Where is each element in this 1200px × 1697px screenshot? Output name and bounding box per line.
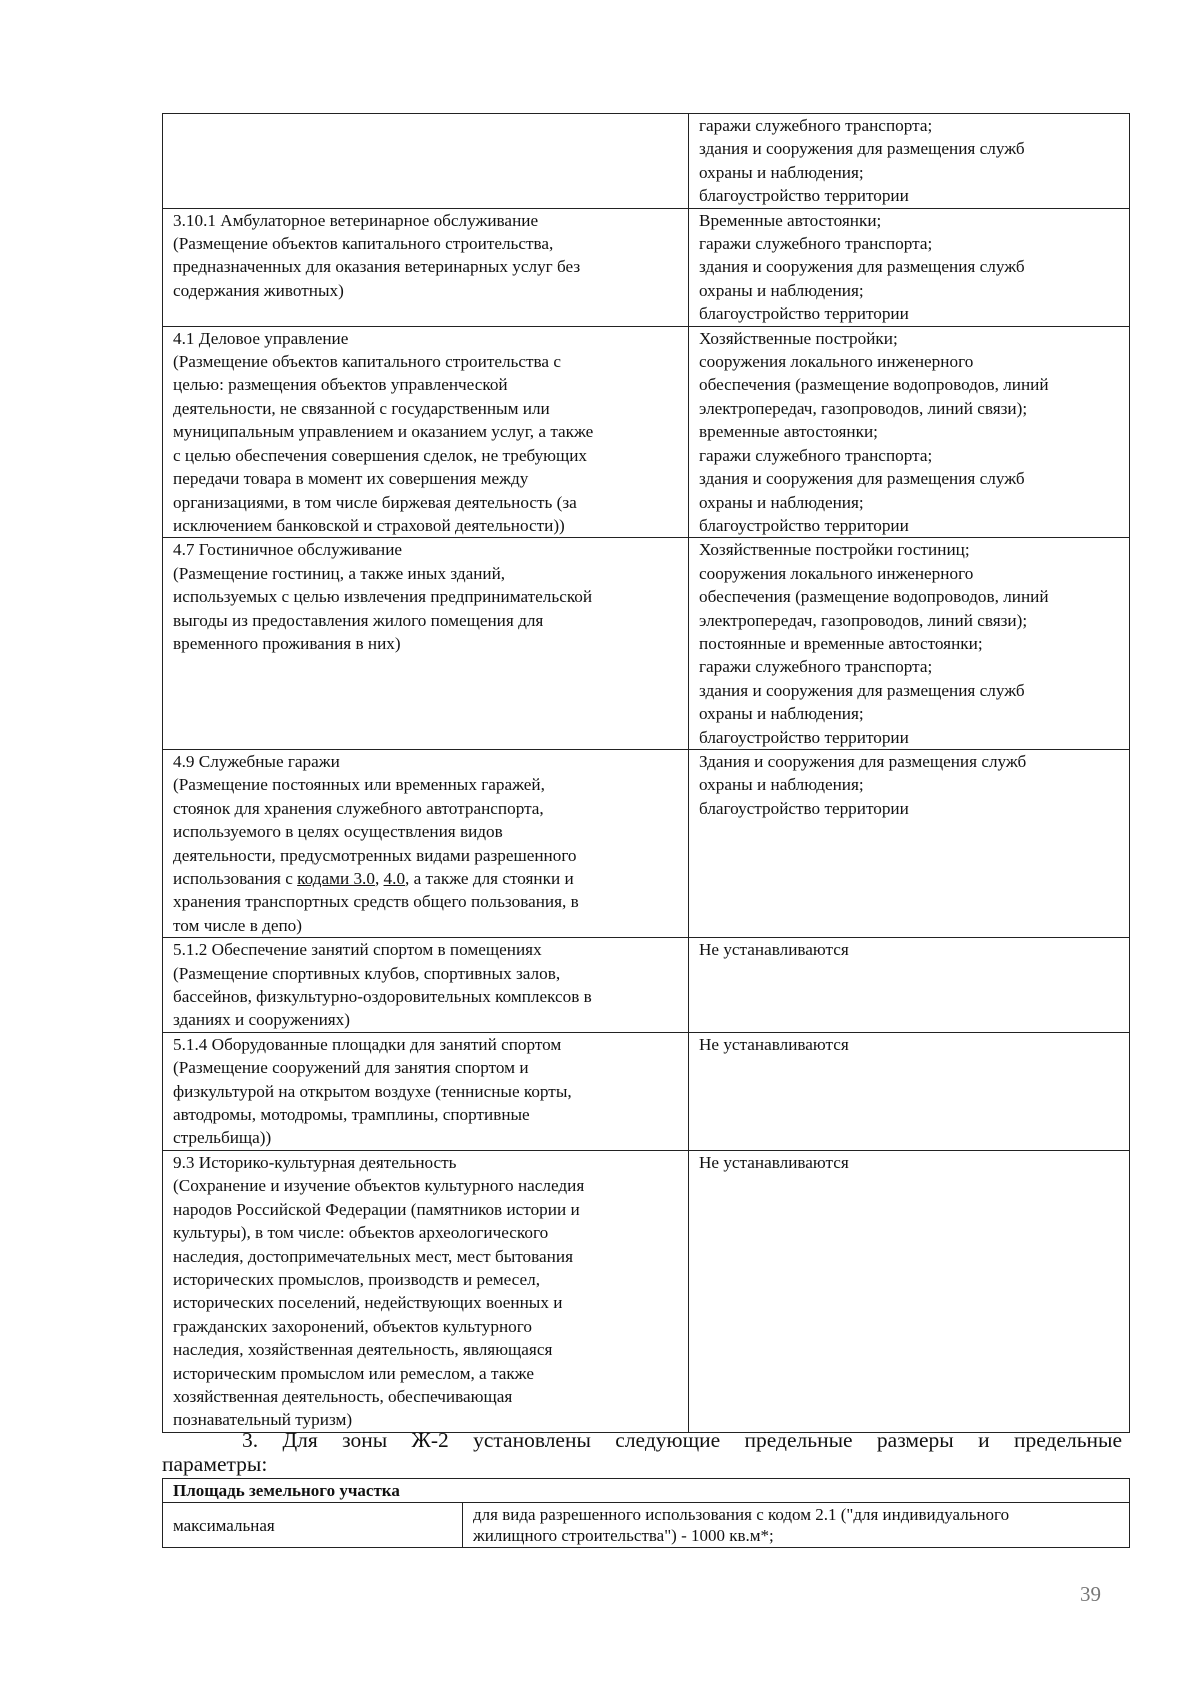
land-plot-parameters-table xyxy=(162,1478,1130,1548)
use-type-line xyxy=(173,867,684,890)
table-row xyxy=(163,1150,1130,1432)
use-type-line: организациями, в том числе биржевая деятельность (за xyxy=(173,492,577,512)
param-label: максимальная xyxy=(163,1503,463,1548)
auxiliary-use-line: Не устанавливаются xyxy=(699,1152,849,1172)
use-type-line: (Размещение сооружений для занятия спортом и xyxy=(173,1058,529,1078)
use-type-line: познавательный туризм) xyxy=(173,1410,353,1430)
use-type-line: используемых с целью извлечения предпринимательской xyxy=(173,587,593,607)
use-type-line: (Сохранение и изучение объектов культурного наследия xyxy=(173,1176,585,1196)
auxiliary-use-cell xyxy=(689,538,1130,750)
use-type-line: 4.9 Служебные гаражи xyxy=(173,751,340,771)
auxiliary-use-line: Не устанавливаются xyxy=(699,1034,849,1054)
auxiliary-use-line: электропередач, газопроводов, линий связи); xyxy=(699,398,1028,418)
use-type-line: наследия, хозяйственная деятельность, являющаяся xyxy=(173,1340,553,1360)
auxiliary-use-line: электропередач, газопроводов, линий связи); xyxy=(699,610,1028,630)
auxiliary-use-cell xyxy=(689,1032,1130,1150)
use-type-line: выгоды из предоставления жилого помещения для xyxy=(173,610,544,630)
use-type-line: (Размещение спортивных клубов, спортивных залов, xyxy=(173,963,561,983)
page-number: 39 xyxy=(1080,1582,1101,1606)
table-row xyxy=(163,749,1130,937)
use-type-line: наследия, достопримечательных мест, мест бытования xyxy=(173,1246,573,1266)
use-type-line: (Размещение постоянных или временных гаражей, xyxy=(173,775,545,795)
auxiliary-use-line: благоустройство территории xyxy=(699,727,909,747)
auxiliary-use-cell xyxy=(689,938,1130,1033)
use-type-line: 9.3 Историко-культурная деятельность xyxy=(173,1152,457,1172)
use-type-line: хранения транспортных средств общего пользования, в xyxy=(173,892,579,912)
use-type-line: хозяйственная деятельность, обеспечивающая xyxy=(173,1386,513,1406)
paragraph-line: параметры: xyxy=(162,1452,268,1476)
use-type-line: стрельбища)) xyxy=(173,1128,272,1148)
use-type-line: с целью обеспечения совершения сделок, не требующих xyxy=(173,445,588,465)
use-type-line: передачи товара в момент их совершения между xyxy=(173,469,529,489)
auxiliary-use-line: благоустройство территории xyxy=(699,798,909,818)
code-reference-link[interactable]: 4.0 xyxy=(383,869,406,888)
param-header-row xyxy=(163,1479,1130,1503)
auxiliary-use-line: Не устанавливаются xyxy=(699,940,849,960)
use-type-line: 4.7 Гостиничное обслуживание xyxy=(173,540,403,560)
auxiliary-use-line: гаражи служебного транспорта; xyxy=(699,445,933,465)
use-type-line: содержания животных) xyxy=(173,280,344,300)
use-type-cell xyxy=(163,749,689,937)
table-row xyxy=(163,938,1130,1033)
use-type-text: использования с xyxy=(173,869,298,888)
use-type-text: , а также для стоянки и xyxy=(405,869,574,888)
permitted-use-table-body xyxy=(163,114,1130,1433)
auxiliary-use-cell xyxy=(689,208,1130,326)
use-type-line: деятельности, предусмотренных видами разрешенного xyxy=(173,845,577,865)
use-type-line: зданиях и сооружениях) xyxy=(173,1010,350,1030)
auxiliary-use-line: охраны и наблюдения; xyxy=(699,162,864,182)
auxiliary-use-line: гаражи служебного транспорта; xyxy=(699,234,933,254)
use-type-line: 5.1.2 Обеспечение занятий спортом в помещениях xyxy=(173,940,542,960)
use-type-line: стоянок для хранения служебного автотранспорта, xyxy=(173,798,544,818)
use-type-cell xyxy=(163,326,689,538)
auxiliary-use-line: здания и сооружения для размещения служб xyxy=(699,469,1025,489)
auxiliary-use-line: постоянные и временные автостоянки; xyxy=(699,633,983,653)
use-type-line: гражданских захоронений, объектов культурного xyxy=(173,1316,532,1336)
use-type-line: историческим промыслом или ремеслом, а также xyxy=(173,1363,534,1383)
auxiliary-use-line: Здания и сооружения для размещения служб xyxy=(699,751,1027,771)
param-value xyxy=(463,1503,1130,1548)
use-type-cell xyxy=(163,114,689,209)
param-header: Площадь земельного участка xyxy=(163,1479,1130,1503)
use-type-line: (Размещение объектов капитального строительства, xyxy=(173,234,554,254)
auxiliary-use-cell xyxy=(689,114,1130,209)
use-type-cell xyxy=(163,1032,689,1150)
use-type-line: том числе в депо) xyxy=(173,915,302,935)
auxiliary-use-line: обеспечения (размещение водопроводов, линий xyxy=(699,375,1049,395)
param-row xyxy=(163,1503,1130,1548)
auxiliary-use-line: сооружения локального инженерного xyxy=(699,352,974,372)
auxiliary-use-cell xyxy=(689,1150,1130,1432)
auxiliary-use-line: охраны и наблюдения; xyxy=(699,492,864,512)
auxiliary-use-cell xyxy=(689,749,1130,937)
use-type-line: муниципальным управлением и оказанием услуг, а также xyxy=(173,422,594,442)
use-type-line: используемого в целях осуществления видов xyxy=(173,822,503,842)
auxiliary-use-line: благоустройство территории xyxy=(699,186,909,206)
auxiliary-use-line: обеспечения (размещение водопроводов, линий xyxy=(699,587,1049,607)
use-type-line: временного проживания в них) xyxy=(173,633,401,653)
auxiliary-use-line: временные автостоянки; xyxy=(699,422,878,442)
use-type-line: автодромы, мотодромы, трамплины, спортивные xyxy=(173,1105,530,1125)
use-type-line: целью: размещения объектов управленческой xyxy=(173,375,508,395)
use-type-line: исторических промыслов, производств и ремесел, xyxy=(173,1269,541,1289)
auxiliary-use-line: Хозяйственные постройки; xyxy=(699,328,898,348)
use-type-line: 3.10.1 Амбулаторное ветеринарное обслуживание xyxy=(173,210,539,230)
param-value-line: для вида разрешенного использования с кодом 2.1 ("для индивидуального xyxy=(473,1505,1010,1524)
use-type-line: исторических поселений, недействующих военных и xyxy=(173,1293,563,1313)
permitted-use-table xyxy=(162,113,1130,1433)
code-reference-link[interactable]: кодами 3.0 xyxy=(297,869,375,888)
auxiliary-use-line: сооружения локального инженерного xyxy=(699,563,974,583)
use-type-line: культуры), в том числе: объектов археологического xyxy=(173,1223,549,1243)
zone-parameters-paragraph xyxy=(162,1428,1122,1476)
use-type-line: (Размещение гостиниц, а также иных зданий, xyxy=(173,563,506,583)
use-type-cell xyxy=(163,1150,689,1432)
auxiliary-use-line: здания и сооружения для размещения служб xyxy=(699,257,1025,277)
use-type-line: (Размещение объектов капитального строительства с xyxy=(173,352,561,372)
use-type-cell xyxy=(163,538,689,750)
use-type-line: деятельности, не связанной с государственным или xyxy=(173,398,550,418)
auxiliary-use-line: охраны и наблюдения; xyxy=(699,704,864,724)
table-row xyxy=(163,326,1130,538)
auxiliary-use-cell xyxy=(689,326,1130,538)
table-row xyxy=(163,114,1130,209)
auxiliary-use-line: Хозяйственные постройки гостиниц; xyxy=(699,540,970,560)
table-row xyxy=(163,1032,1130,1150)
use-type-line: 4.1 Деловое управление xyxy=(173,328,349,348)
auxiliary-use-line: гаражи служебного транспорта; xyxy=(699,116,933,135)
use-type-line: исключением банковской и страховой деятельности)) xyxy=(173,515,565,535)
auxiliary-use-line: охраны и наблюдения; xyxy=(699,775,864,795)
use-type-cell xyxy=(163,208,689,326)
paragraph-line: 3. Для зоны Ж-2 установлены следующие предельные размеры и предельные xyxy=(242,1428,1122,1452)
auxiliary-use-line: благоустройство территории xyxy=(699,515,909,535)
table-row xyxy=(163,538,1130,750)
auxiliary-use-line: Временные автостоянки; xyxy=(699,210,882,230)
auxiliary-use-line: здания и сооружения для размещения служб xyxy=(699,680,1025,700)
use-type-cell xyxy=(163,938,689,1033)
use-type-line: предназначенных для оказания ветеринарных услуг без xyxy=(173,257,581,277)
use-type-text: , xyxy=(374,869,384,888)
use-type-line: народов Российской Федерации (памятников истории и xyxy=(173,1199,580,1219)
param-value-line: жилищного строительства") - 1000 кв.м*; xyxy=(473,1526,774,1545)
auxiliary-use-line: охраны и наблюдения; xyxy=(699,280,864,300)
use-type-line: бассейнов, физкультурно-оздоровительных комплексов в xyxy=(173,987,592,1007)
use-type-line: 5.1.4 Оборудованные площадки для занятий спортом xyxy=(173,1034,562,1054)
auxiliary-use-line: благоустройство территории xyxy=(699,304,909,324)
use-type-line: физкультурой на открытом воздухе (теннисные корты, xyxy=(173,1081,572,1101)
auxiliary-use-line: здания и сооружения для размещения служб xyxy=(699,139,1025,159)
auxiliary-use-line: гаражи служебного транспорта; xyxy=(699,657,933,677)
table-row xyxy=(163,208,1130,326)
